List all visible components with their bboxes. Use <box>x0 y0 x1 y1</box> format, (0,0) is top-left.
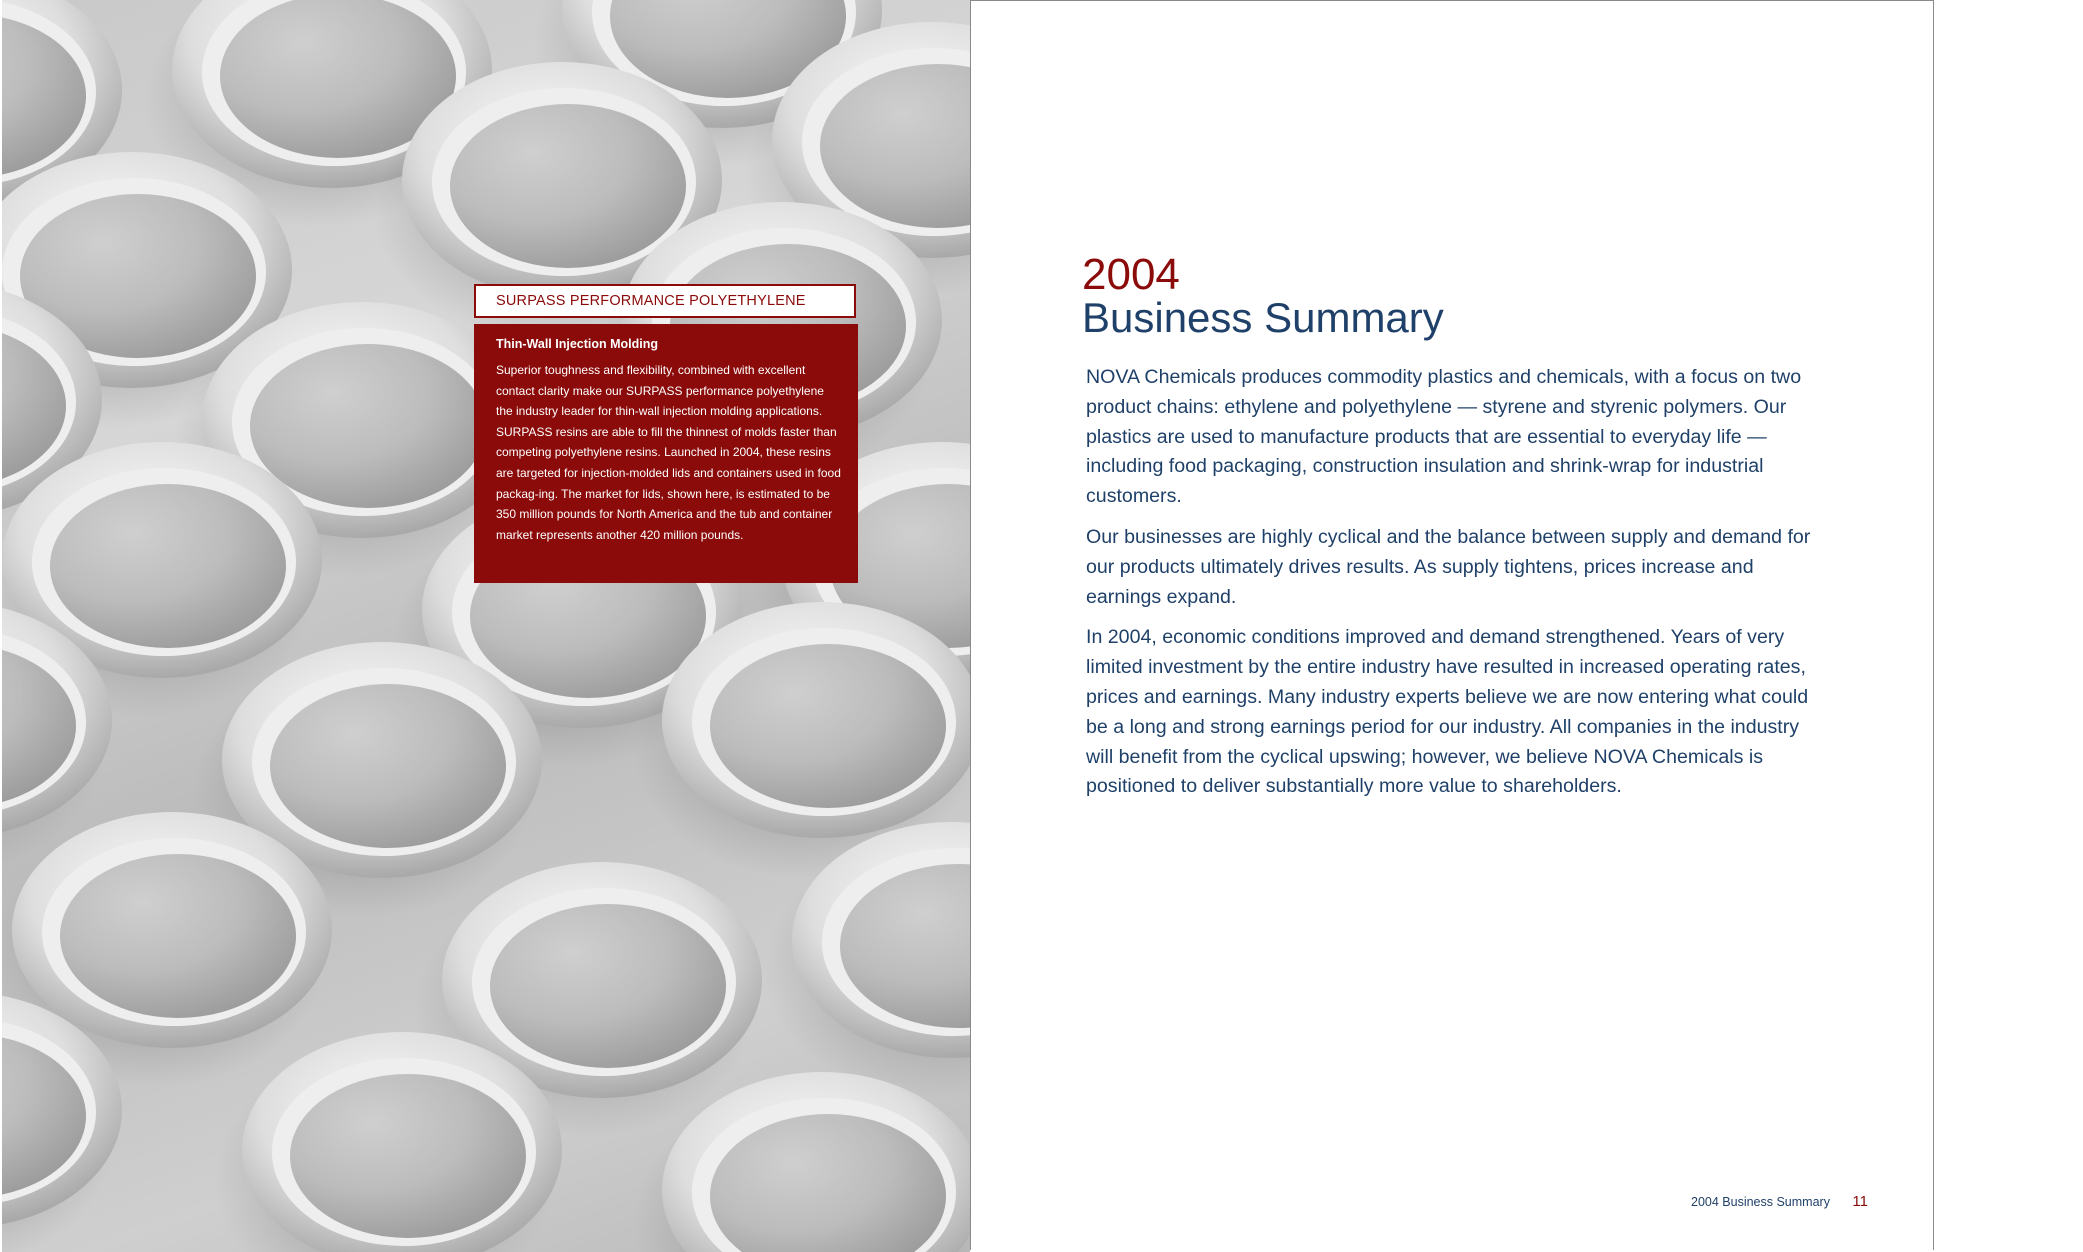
paragraph: NOVA Chemicals produces commodity plastics and chemicals, with a focus on two product chains: ethylene and polyethylene — styrene and styrenic polymers. Our plastics are used to manufacture products that are essential to everyday life — including food packaging, construction insulation and shrink-wrap for industrial customers. <box>1086 366 1802 508</box>
footer-label: 2004 Business Summary <box>1691 1195 1830 1209</box>
page-number: 11 <box>1852 1193 1868 1210</box>
heading-year: 2004 <box>1082 250 1180 299</box>
body-text <box>1086 363 1826 813</box>
feature-subtitle: Thin-Wall Injection Molding <box>496 337 659 351</box>
feature-text: Superior toughness and flexibility, combined with excellent contact clarity make our SURPASS performance polyethylene the industry leader for thin-wall injection molding applications. SURPASS resins are able to fill the thinnest of molds faster than competing polyethylene resins. Launched in 2004, these resins are targeted for injection-molded lids and containers used in food packag-ing. The market for lids, shown here, is estimated to be 350 million pounds for North America and the tub and container market represents another 420 million pounds. <box>496 363 841 542</box>
page-title: Business Summary <box>1082 294 1444 341</box>
feature-title-box <box>474 284 856 318</box>
paragraph: Our businesses are highly cyclical and the balance between supply and demand for our products ultimately drives results. As supply tightens, prices increase and earnings expand. <box>1086 525 1811 608</box>
paragraph: In 2004, economic conditions improved and demand strengthened. Years of very limited investment by the entire industry have resulted in increased operating rates, prices and earnings. Many industry experts believe we are now entering what could be a long and strong earnings period for our industry. All companies in the industry will benefit from the cyclical upswing; however, we believe NOVA Chemicals is positioned to deliver substantially more value to shareholders. <box>1086 626 1809 798</box>
left-page <box>2 0 970 1252</box>
page-footer <box>1691 1193 1868 1211</box>
feature-title: SURPASS PERFORMANCE POLYETHYLENE <box>496 293 806 309</box>
plastic-lids-photo <box>2 0 970 1252</box>
feature-callout <box>474 324 858 583</box>
right-page <box>970 0 1934 1250</box>
